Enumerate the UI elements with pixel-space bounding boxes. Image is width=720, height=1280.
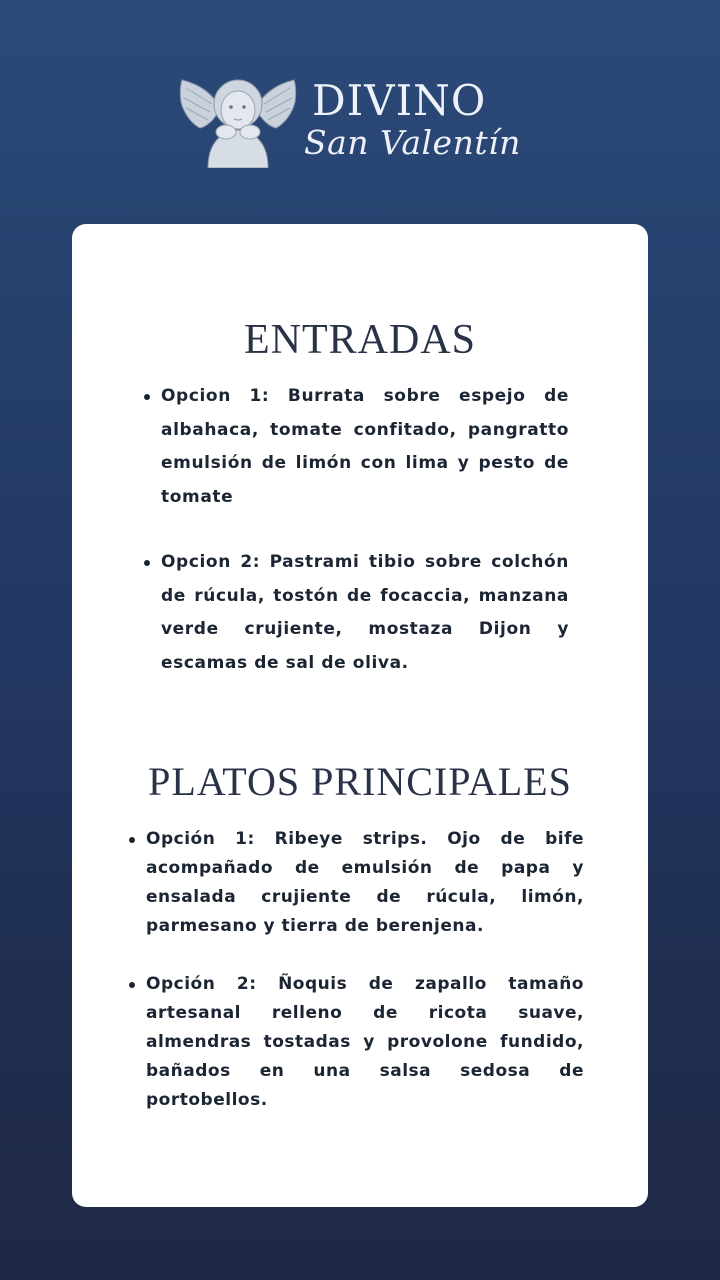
item-text: Opción 1: Ribeye strips. Ojo de bife acompañado de emulsión de papa y ensalada crujiente de rúcula, limón, parmesano y tierra de berenjena. <box>146 829 584 936</box>
bullet-icon <box>129 837 135 843</box>
section-title-platos-principales: PLATOS PRINCIPALES <box>148 759 572 805</box>
entradas-list <box>161 380 569 680</box>
list-item <box>146 825 584 941</box>
brand-subtitle: San Valentín <box>304 123 521 162</box>
list-item <box>161 380 569 514</box>
cherub-angel-icon <box>178 74 298 168</box>
menu-card <box>72 224 648 1207</box>
header <box>0 0 720 224</box>
platos-principales-list <box>146 825 584 1115</box>
bullet-icon <box>144 394 150 400</box>
bullet-icon <box>129 982 135 988</box>
item-text: Opcion 1: Burrata sobre espejo de albahaca, tomate confitado, pangratto emulsión de limón con lima y pesto de tomate <box>161 386 569 507</box>
section-title-entradas: ENTRADAS <box>243 316 476 363</box>
list-item <box>161 546 569 680</box>
brand-title: DIVINO <box>312 76 487 125</box>
item-text: Opcion 2: Pastrami tibio sobre colchón de rúcula, tostón de focaccia, manzana verde crujiente, mostaza Dijon y escamas de sal de oliva. <box>161 552 569 673</box>
item-text: Opción 2: Ñoquis de zapallo tamaño artesanal relleno de ricota suave, almendras tostadas y provolone fundido, bañados en una salsa sedosa de portobellos. <box>146 974 584 1110</box>
bullet-icon <box>144 560 150 566</box>
list-item <box>146 970 584 1115</box>
